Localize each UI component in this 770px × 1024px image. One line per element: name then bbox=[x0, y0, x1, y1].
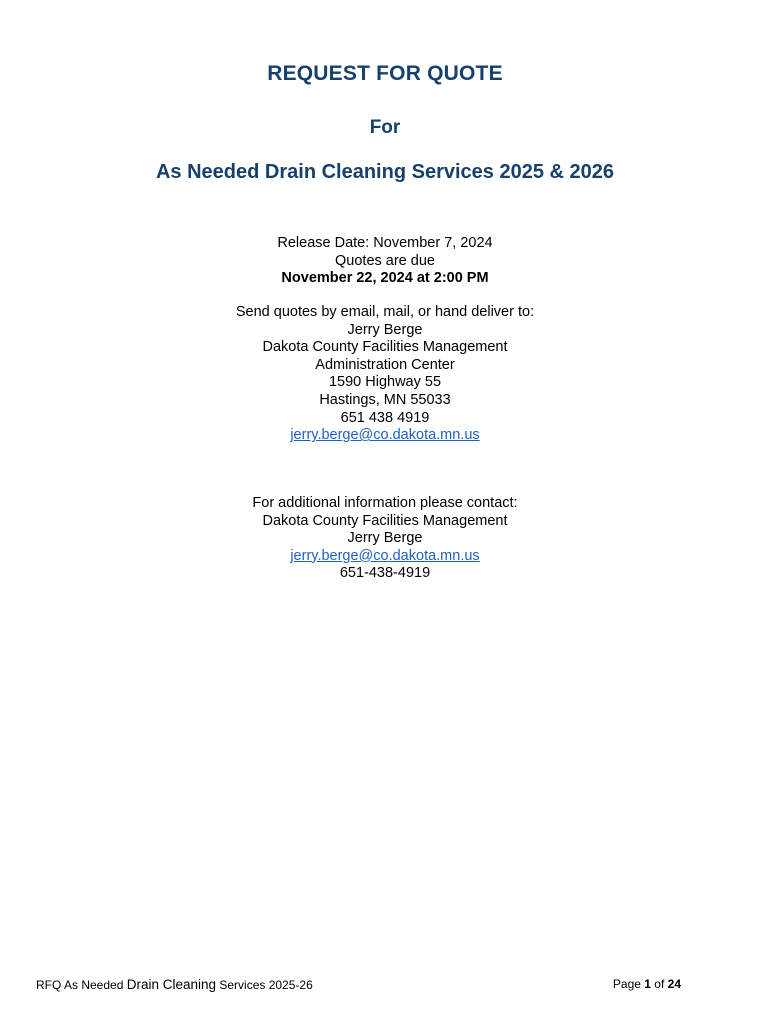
contact-email-link[interactable]: jerry.berge@co.dakota.mn.us bbox=[290, 547, 480, 564]
send-to-address bbox=[0, 304, 770, 445]
send-city-state-zip: Hastings, MN 55033 bbox=[319, 391, 451, 408]
contact-name: Jerry Berge bbox=[347, 530, 423, 547]
send-organization: Dakota County Facilities Management bbox=[262, 339, 508, 356]
page-current: 1 bbox=[644, 977, 651, 991]
send-building: Administration Center bbox=[315, 356, 455, 373]
contact-info bbox=[0, 495, 770, 583]
document-title: REQUEST FOR QUOTE bbox=[267, 62, 503, 85]
contact-organization: Dakota County Facilities Management bbox=[262, 512, 508, 529]
footer-prefix: RFQ As Needed bbox=[36, 978, 127, 992]
quotes-due-label: Quotes are due bbox=[335, 252, 435, 269]
send-email-link[interactable]: jerry.berge@co.dakota.mn.us bbox=[290, 427, 480, 444]
release-info bbox=[0, 235, 770, 288]
for-label: For bbox=[369, 117, 401, 138]
contact-phone: 651-438-4919 bbox=[339, 565, 431, 582]
footer-suffix: Services 2025-26 bbox=[216, 978, 313, 992]
send-phone: 651 438 4919 bbox=[340, 409, 430, 426]
release-date: Release Date: November 7, 2024 bbox=[277, 235, 493, 251]
send-intro: Send quotes by email, mail, or hand deliver to: bbox=[235, 304, 535, 320]
page-label: Page bbox=[612, 977, 645, 991]
page-of: of bbox=[650, 977, 668, 991]
send-contact-name: Jerry Berge bbox=[347, 321, 423, 338]
contact-intro: For additional information please contact: bbox=[252, 495, 518, 511]
footer-document-name bbox=[36, 977, 313, 992]
footer-page-number bbox=[613, 977, 681, 991]
due-datetime: November 22, 2024 at 2:00 PM bbox=[281, 270, 489, 287]
page-total: 24 bbox=[667, 977, 681, 991]
document-subtitle: As Needed Drain Cleaning Services 2025 & 2026 bbox=[155, 161, 614, 183]
footer-middle: Drain Cleaning bbox=[126, 977, 217, 992]
send-street: 1590 Highway 55 bbox=[328, 374, 442, 391]
